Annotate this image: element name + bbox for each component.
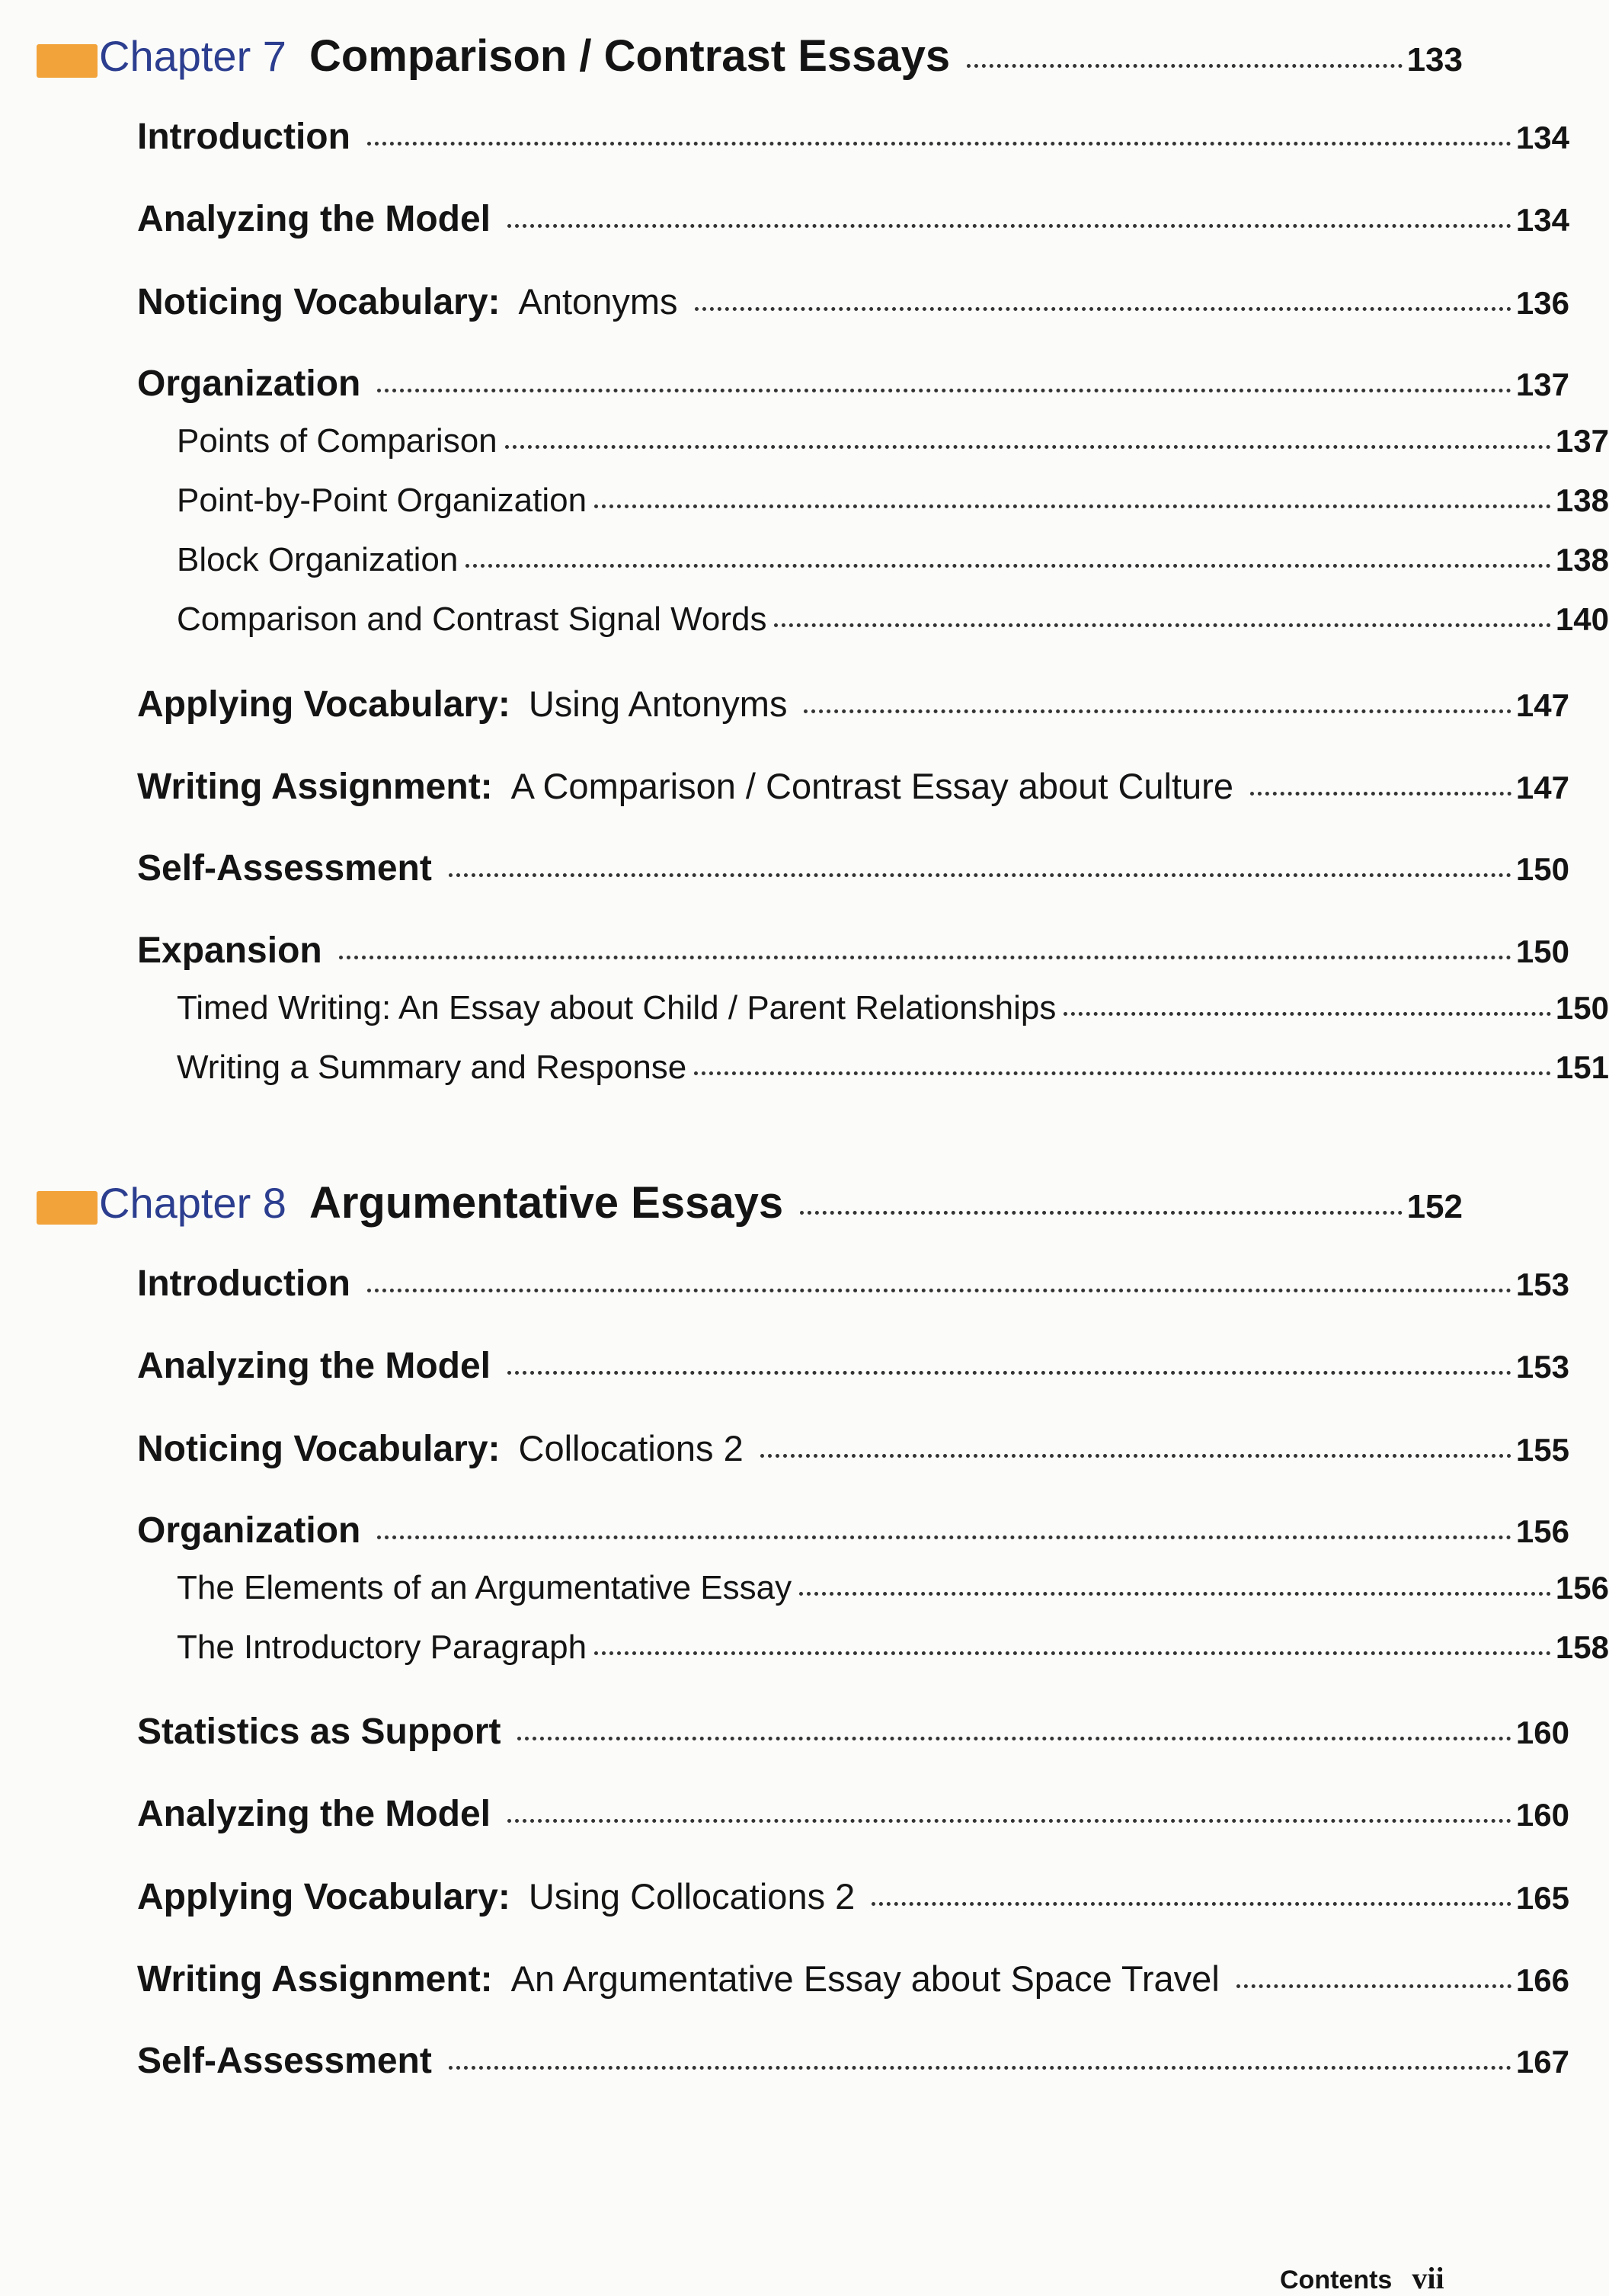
- subentry-label: The Introductory Paragraph: [177, 1628, 587, 1666]
- entry-page-number: 160: [1515, 1715, 1569, 1750]
- entry-line: [137, 280, 1569, 326]
- entry-page-number: 153: [1515, 1266, 1569, 1302]
- entry-line: [137, 1793, 1569, 1839]
- dot-leader: [1236, 1984, 1511, 1988]
- entry-line: [137, 765, 1569, 811]
- entry-label: Applying Vocabulary:: [137, 684, 510, 725]
- entry-label: Noticing Vocabulary:: [137, 282, 501, 322]
- dot-leader: [594, 1651, 1551, 1655]
- chapter-label: Chapter 8: [99, 1179, 286, 1227]
- entry-line: [137, 198, 1569, 244]
- chapter-label: Chapter 7: [99, 32, 286, 80]
- dot-leader: [760, 1454, 1511, 1458]
- dot-leader: [449, 873, 1511, 877]
- subentry-page-number: 138: [1555, 542, 1609, 578]
- entry-line: [137, 363, 1569, 408]
- entry-page-number: 134: [1515, 120, 1569, 155]
- toc-entry[interactable]: [137, 1958, 1569, 2003]
- dot-leader: [367, 142, 1511, 146]
- toc-entry[interactable]: [137, 765, 1569, 811]
- chapter-page-number: 152: [1406, 1188, 1463, 1225]
- entry-line: [137, 1345, 1569, 1391]
- entry-line: [137, 683, 1569, 729]
- subentry-line: [177, 600, 1609, 643]
- toc-subentry[interactable]: [177, 422, 1609, 465]
- subentry-label: Timed Writing: An Essay about Child / Parent Relationships: [177, 989, 1057, 1026]
- entry-line: [137, 1263, 1569, 1308]
- entry-label: Organization: [137, 1510, 361, 1551]
- entry-label: Statistics as Support: [137, 1712, 501, 1752]
- toc-entry[interactable]: [137, 683, 1569, 729]
- subentry-label: The Elements of an Argumentative Essay: [177, 1569, 792, 1606]
- toc-entry[interactable]: [137, 1875, 1569, 1921]
- toc-entry[interactable]: [137, 198, 1569, 244]
- entry-label: Introduction: [137, 1263, 350, 1304]
- dot-leader: [594, 504, 1551, 508]
- subentry-line: [177, 1049, 1609, 1091]
- entry-page-number: 166: [1515, 1962, 1569, 1998]
- toc-subentry[interactable]: [177, 482, 1609, 524]
- entry-label: Analyzing the Model: [137, 1346, 491, 1386]
- subentry-line: [177, 1628, 1609, 1671]
- subentry-line: [177, 422, 1609, 465]
- entry-description: A Comparison / Contrast Essay about Culture: [510, 766, 1233, 806]
- dot-leader: [339, 956, 1511, 959]
- entry-line: [137, 1958, 1569, 2003]
- subentry-page-number: 151: [1555, 1049, 1609, 1085]
- entry-label: Organization: [137, 363, 361, 404]
- dot-leader: [367, 1289, 1511, 1292]
- dot-leader: [377, 389, 1511, 392]
- dot-leader: [517, 1737, 1511, 1740]
- entry-page-number: 160: [1515, 1797, 1569, 1833]
- dot-leader: [804, 709, 1511, 713]
- toc-entry[interactable]: [137, 363, 1569, 408]
- entry-line: [137, 116, 1569, 162]
- entry-label: Writing Assignment:: [137, 767, 493, 807]
- chapter-title: Comparison / Contrast Essays: [309, 31, 951, 81]
- entry-description: Antonyms: [518, 281, 678, 322]
- entry-label: Introduction: [137, 117, 350, 157]
- subentry-line: [177, 482, 1609, 524]
- toc-subentry[interactable]: [177, 989, 1609, 1032]
- entry-page-number: 156: [1515, 1513, 1569, 1549]
- subentry-label: Comparison and Contrast Signal Words: [177, 600, 767, 638]
- toc-entry[interactable]: [137, 1793, 1569, 1839]
- dot-leader: [507, 1819, 1511, 1823]
- entry-label: Self-Assessment: [137, 2041, 432, 2081]
- toc-entry[interactable]: [137, 930, 1569, 975]
- entry-description: Using Collocations 2: [528, 1876, 856, 1917]
- entry-label: Self-Assessment: [137, 848, 432, 889]
- chapter-line: [99, 30, 1463, 91]
- entry-line: [137, 1510, 1569, 1555]
- entry-line: [137, 2040, 1569, 2086]
- entry-line: [137, 1427, 1569, 1473]
- dot-leader: [465, 564, 1551, 568]
- entry-page-number: 150: [1515, 933, 1569, 969]
- dot-leader: [449, 2066, 1511, 2070]
- subentry-page-number: 150: [1555, 990, 1609, 1026]
- entry-description: Using Antonyms: [528, 684, 788, 724]
- toc-subentry[interactable]: [177, 600, 1609, 643]
- subentry-label: Writing a Summary and Response: [177, 1049, 687, 1086]
- entry-line: [137, 1711, 1569, 1756]
- entry-label: Writing Assignment:: [137, 1959, 493, 2000]
- entry-description: Collocations 2: [518, 1428, 744, 1468]
- subentry-page-number: 158: [1555, 1629, 1609, 1665]
- entry-description: An Argumentative Essay about Space Travel: [510, 1958, 1220, 1999]
- entry-page-number: 150: [1515, 851, 1569, 887]
- toc-entry[interactable]: [137, 2040, 1569, 2086]
- chapter-title: Argumentative Essays: [309, 1178, 784, 1228]
- entry-page-number: 167: [1515, 2044, 1569, 2080]
- toc-entry[interactable]: [137, 847, 1569, 893]
- toc-subentry[interactable]: [177, 1049, 1609, 1091]
- entry-line: [137, 1875, 1569, 1921]
- toc-subentry[interactable]: [177, 541, 1609, 584]
- dot-leader: [507, 1371, 1511, 1375]
- subentry-label: Point-by-Point Organization: [177, 482, 587, 519]
- dot-leader: [774, 623, 1550, 627]
- entry-page-number: 134: [1515, 202, 1569, 238]
- entry-page-number: 165: [1515, 1880, 1569, 1916]
- entry-page-number: 147: [1515, 687, 1569, 723]
- toc-subentry[interactable]: [177, 1569, 1609, 1612]
- entry-page-number: 147: [1515, 770, 1569, 805]
- toc-subentry[interactable]: [177, 1628, 1609, 1671]
- entry-line: [137, 847, 1569, 893]
- chapter-marker: [37, 1191, 98, 1225]
- toc-entry[interactable]: [137, 1711, 1569, 1756]
- dot-leader: [694, 1071, 1551, 1075]
- dot-leader: [1064, 1012, 1551, 1016]
- subentry-line: [177, 989, 1609, 1032]
- dot-leader: [800, 1211, 1402, 1215]
- page-footer: [1280, 2260, 1478, 2295]
- toc-entry[interactable]: [137, 1510, 1569, 1555]
- entry-page-number: 137: [1515, 367, 1569, 402]
- subentry-label: Points of Comparison: [177, 422, 497, 460]
- dot-leader: [967, 64, 1402, 68]
- entry-label: Noticing Vocabulary:: [137, 1429, 501, 1469]
- subentry-page-number: 156: [1555, 1570, 1609, 1606]
- dot-leader: [507, 224, 1511, 228]
- entry-page-number: 153: [1515, 1349, 1569, 1385]
- footer-page-number: vii: [1412, 2261, 1444, 2295]
- subentry-line: [177, 1569, 1609, 1612]
- toc-entry[interactable]: [137, 1345, 1569, 1391]
- chapter-page-number: 133: [1406, 41, 1463, 78]
- toc-entry[interactable]: [137, 1263, 1569, 1308]
- chapter-marker: [37, 44, 98, 78]
- toc-entry[interactable]: [137, 1427, 1569, 1473]
- entry-label: Analyzing the Model: [137, 199, 491, 239]
- dot-leader: [1250, 792, 1511, 796]
- chapter-line: [99, 1177, 1463, 1238]
- dot-leader: [799, 1592, 1551, 1596]
- entry-line: [137, 930, 1569, 975]
- entry-label: Expansion: [137, 930, 322, 971]
- toc-entry[interactable]: [137, 116, 1569, 162]
- dot-leader: [377, 1535, 1511, 1539]
- subentry-page-number: 137: [1555, 423, 1609, 459]
- chapter-heading[interactable]: [30, 30, 1463, 91]
- dot-leader: [505, 445, 1551, 449]
- subentry-page-number: 140: [1555, 601, 1609, 637]
- entry-page-number: 136: [1515, 285, 1569, 321]
- entry-page-number: 155: [1515, 1432, 1569, 1468]
- subentry-page-number: 138: [1555, 482, 1609, 518]
- entry-label: Analyzing the Model: [137, 1794, 491, 1834]
- subentry-label: Block Organization: [177, 541, 459, 578]
- footer-label: Contents: [1280, 2266, 1393, 2294]
- subentry-line: [177, 541, 1609, 584]
- entry-label: Applying Vocabulary:: [137, 1877, 510, 1917]
- dot-leader: [872, 1902, 1511, 1906]
- dot-leader: [695, 307, 1511, 311]
- chapter-heading[interactable]: [30, 1177, 1463, 1238]
- toc-entry[interactable]: [137, 280, 1569, 326]
